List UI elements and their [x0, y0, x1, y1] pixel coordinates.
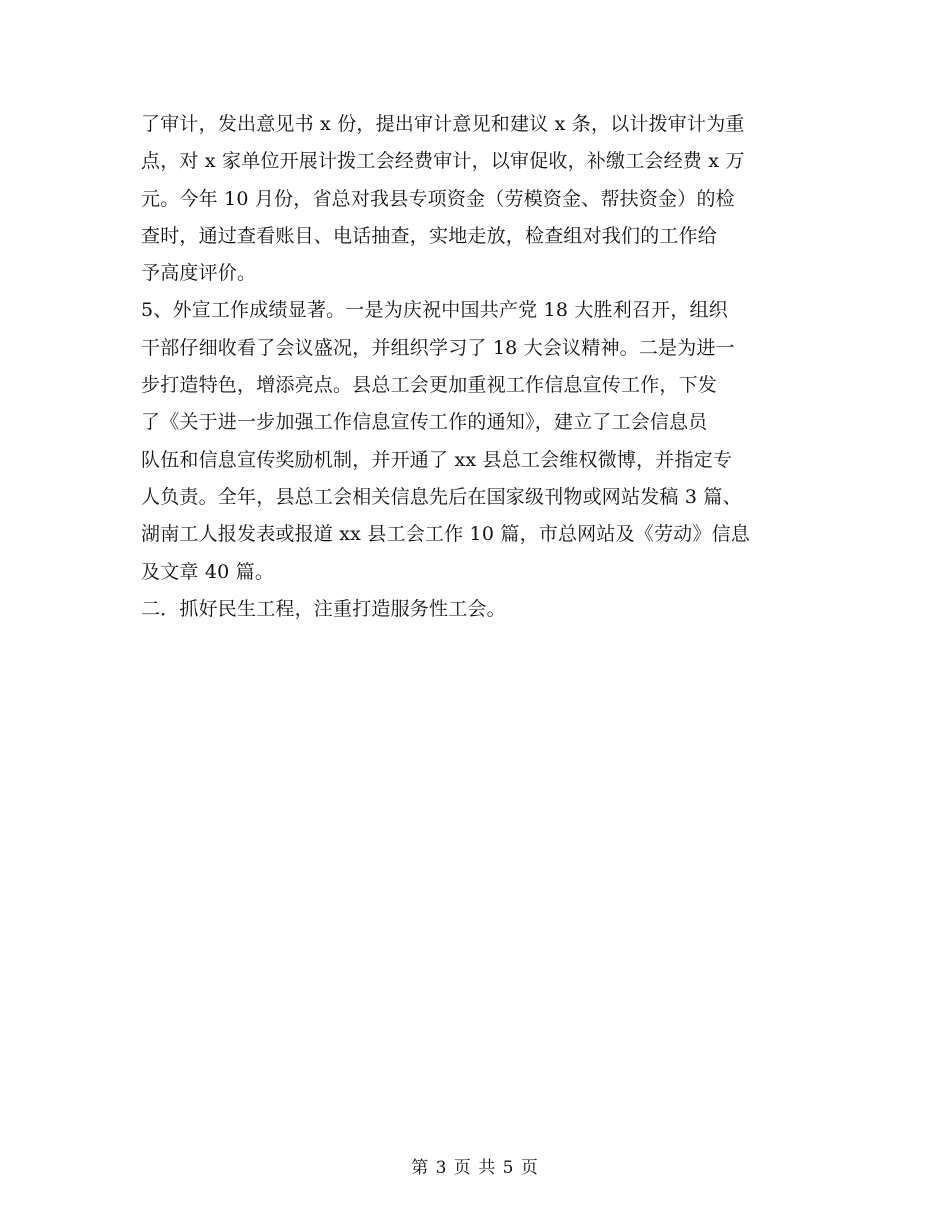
paragraph-line: 点，对 x 家单位开展计拨工会经费审计，以审促收，补缴工会经费 x 万	[141, 150, 745, 173]
page-number-footer: 第 3 页 共 5 页	[411, 1158, 539, 1178]
paragraph-line: 予高度评价。	[141, 262, 257, 285]
paragraph-line: 查时，通过查看账目、电话抽查，实地走放，检查组对我们的工作给	[141, 224, 718, 247]
paragraph-line: 干部仔细收看了会议盛况，并组织学习了 18 大会议精神。二是为进一	[141, 336, 735, 359]
document-body	[141, 106, 816, 628]
paragraph-line: 步打造特色，增添亮点。县总工会更加重视工作信息宣传工作，下发	[141, 374, 718, 397]
paragraph-line: 湖南工人报发表或报道 xx 县工会工作 10 篇，市总网站及《劳动》信息	[141, 523, 750, 546]
paragraph-line: 5、外宣工作成绩显著。一是为庆祝中国共产党 18 大胜利召开，组织	[141, 299, 728, 322]
paragraph-line: 元。今年 10 月份，省总对我县专项资金（劳模资金、帮扶资金）的检	[141, 187, 735, 210]
paragraph-line: 了审计，发出意见书 x 份，提出审计意见和建议 x 条，以计拨审计为重	[141, 113, 745, 135]
paragraph-line: 及文章 40 篇。	[141, 560, 275, 583]
section-heading: 二．抓好民生工程，注重打造服务性工会。	[141, 597, 506, 620]
paragraph-line: 人负责。全年，县总工会相关信息先后在国家级刊物或网站发稿 3 篇、	[141, 485, 742, 508]
paragraph-line: 队伍和信息宣传奖励机制，并开通了 xx 县总工会维权微博，并指定专	[141, 448, 733, 471]
paragraph-line: 了《关于进一步加强工作信息宣传工作的通知》，建立了工会信息员	[141, 411, 708, 434]
